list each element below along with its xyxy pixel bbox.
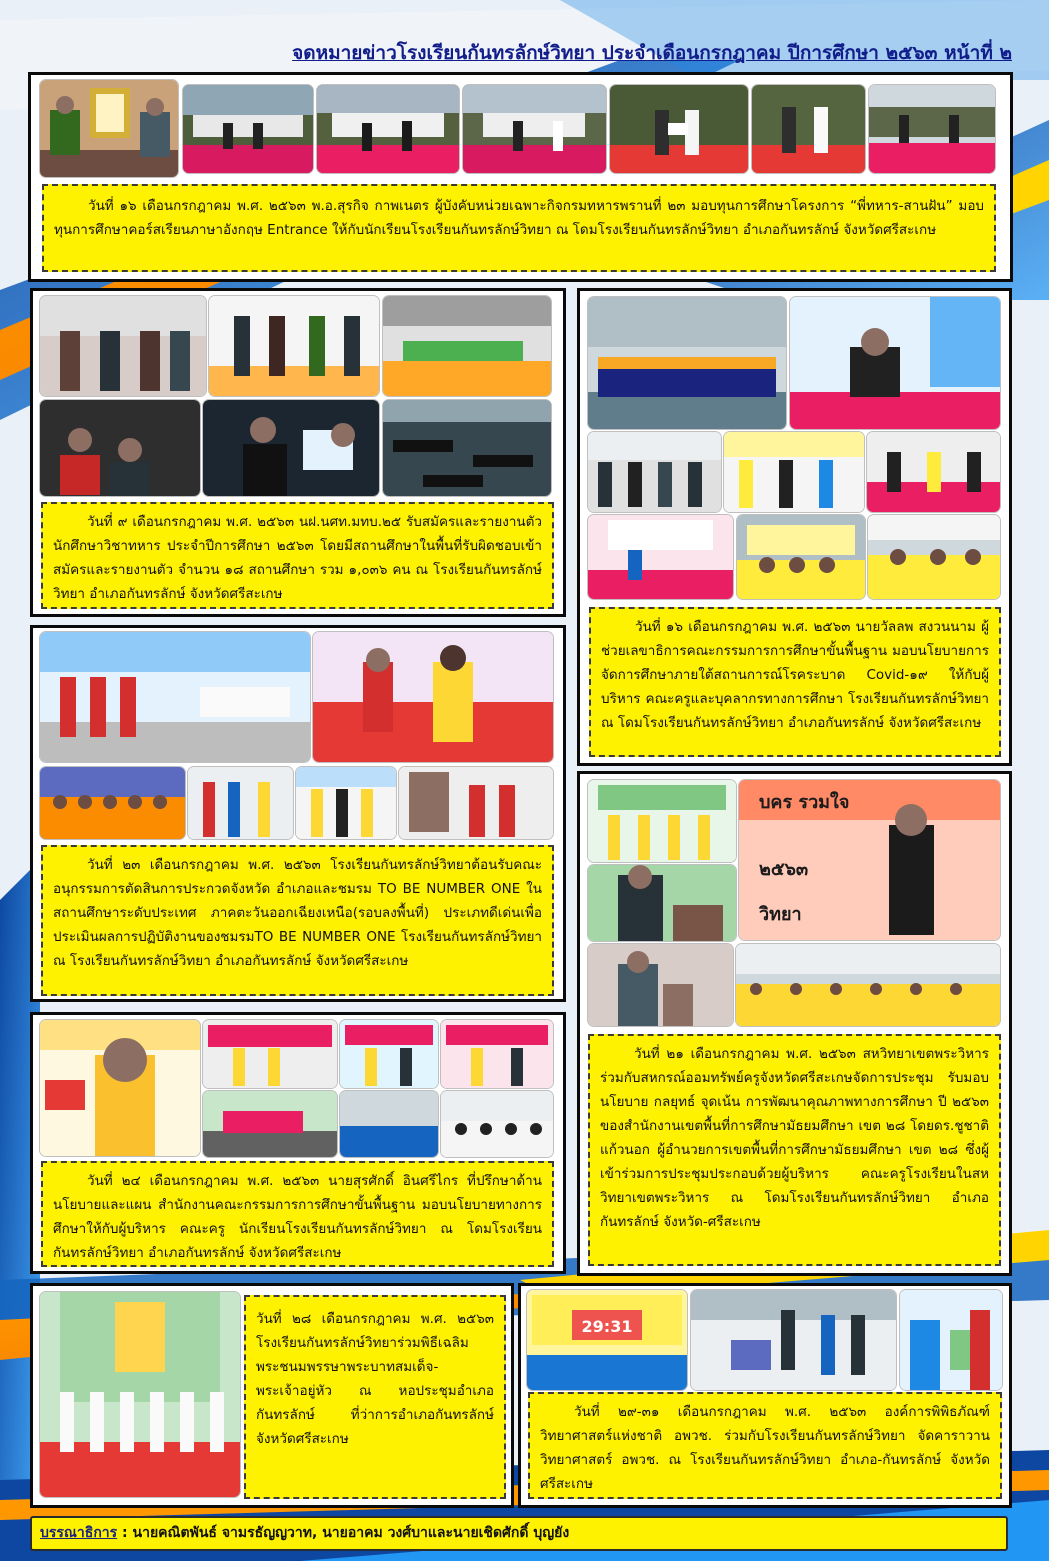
photo-1f <box>752 85 865 173</box>
editor-names: : นายคณิตพันธ์ จามรธัญญวาท, นายอาคม วงศ์บาและนายเชิดศักดิ์ บุญยัง <box>117 1525 570 1541</box>
photo-4c <box>40 767 185 839</box>
news-caption-6 <box>41 1161 554 1267</box>
banner-text: ๒๕๖๓ <box>759 859 809 880</box>
news-caption-8 <box>528 1392 1002 1499</box>
photo-3g <box>737 515 865 599</box>
photo-8a <box>527 1290 687 1390</box>
photo-2a <box>40 296 206 396</box>
photo-5e <box>736 944 1000 1026</box>
caption-text: วันที่ ๒๓ เดือนกรกฎาคม พ.ศ. ๒๕๖๓ โรงเรียนกันทรลักษ์วิทยาต้อนรับคณะอนุกรรมการตัดสินการประกวดจังหวัด อำเภอและชมรม TO BE NUMBER ONE ในสถานศึกษาระดับประเทศ ภาคตะวันออกเฉียงเหนือ(รอบลงพื้นที่) ประเภทดีเด่นเพื่อประเมินผลการปฏิบัติงานของชมรมTO BE NUMBER ONE โรงเรียนกันทรลักษ์วิทยา ณ โรงเรียนกันทรลักษ์วิทยา อำเภอกันทรลักษ์ จังหวัดศรีสะเกษ <box>53 857 542 969</box>
timer-text: 29:31 <box>581 1317 633 1336</box>
photo-4b <box>313 632 553 762</box>
photo-5a <box>588 780 736 862</box>
photo-2b <box>209 296 379 396</box>
photo-3a <box>588 297 786 429</box>
photo-3c <box>588 432 721 512</box>
photo-1a <box>40 80 178 177</box>
photo-1e <box>610 85 748 173</box>
caption-text: วันที่ ๑๖ เดือนกรกฎาคม พ.ศ. ๒๕๖๓ พ.อ.สุรกิจ กาพเนตร ผู้บังคับหน่วยเฉพาะกิจกรมทหารพรานที่ ๒๓ มอบทุนการศึกษาโครงการ “พี่ทหาร-สานฝัน” มอบทุนการศึกษาคอร์สเรียนภาษาอังกฤษ Entrance ให้กับนักเรียนโรงเรียนกันทรลักษ์วิทยา ณ โดมโรงเรียนกันทรลักษ์วิทยา อำเภอกันทรลักษ์ จังหวัดศรีสะเกษ <box>54 198 984 238</box>
news-caption-4 <box>41 845 554 996</box>
photo-4e <box>296 767 396 839</box>
photo-4f <box>399 767 553 839</box>
photo-3e <box>867 432 1000 512</box>
photo-6e <box>203 1091 337 1157</box>
photo-3f <box>588 515 733 599</box>
photo-6c <box>340 1020 438 1088</box>
banner-text: บคร รวมใจ <box>759 792 850 813</box>
caption-text: วันที่ ๙ เดือนกรกฎาคม พ.ศ. ๒๕๖๓ นฝ.นศท.มทบ.๒๕ รับสมัครและรายงานตัวนักศึกษาวิชาทหาร ประจำปีการศึกษา ๒๕๖๓ โดยมีสถานศึกษาในพื้นที่รับผิดชอบเข้าสมัครและรายงานตัว จำนวน ๑๘ สถานศึกษา รวม ๑,๐๓๖ คน ณ โรงเรียนกันทรลักษ์วิทยา อำเภอกันทรลักษ์ จังหวัดศรีสะเกษ <box>53 514 542 602</box>
photo-1d <box>463 85 606 173</box>
photo-2e <box>203 400 379 496</box>
caption-text: วันที่ ๒๘ เดือนกรกฎาคม พ.ศ. ๒๕๖๓ โรงเรียนกันทรลักษ์วิทยาร่วมพิธีเฉลิมพระชนมพรรษาพระบาทสมเด็จ-พระเจ้าอยู่หัว ณ หอประชุมอำเภอกันทรลักษ์ ที่ว่าการอำเภอกันทรลักษ์ จังหวัดศรีสะเกษ <box>256 1311 494 1447</box>
banner-text: วิทยา <box>759 904 802 925</box>
news-caption-2 <box>41 502 554 609</box>
photo-1b <box>183 85 313 173</box>
photo-6d <box>441 1020 553 1088</box>
photo-5c <box>588 865 736 941</box>
photo-8c <box>900 1290 1002 1390</box>
caption-text: วันที่ ๒๑ เดือนกรกฎาคม พ.ศ. ๒๕๖๓ สหวิทยาเขตพระวิหาร ร่วมกับสหกรณ์ออมทรัพย์ครูจังหวัดศรีสะเกษจัดการประชุม รับมอบนโยบาย กลยุทธ์ จุดเน้น การพัฒนาคุณภาพทางการศึกษา ปี ๒๕๖๓ ของสำนักงานเขตพื้นที่การศึกษามัธยมศึกษา เขต ๒๘ โดยดร.ชูชาติ แก้วนอก ผู้อำนวยการเขตพื้นที่การศึกษามัธยมศึกษา เขต ๒๘ ซึ่งผู้เข้าร่วมการประชุมประกอบด้วยผู้บริหาร คณะครูโรงเรียนในสหวิทยาเขตพระวิหาร ณ โดมโรงเรียนกันทรลักษ์วิทยา อำเภอกันทรลักษ์ จังหวัด-ศรีสะเกษ <box>600 1046 989 1230</box>
photo-6g <box>441 1091 553 1157</box>
photo-5d <box>588 944 733 1026</box>
photo-8b <box>691 1290 896 1390</box>
photo-2c <box>383 296 551 396</box>
news-caption-1 <box>42 184 996 272</box>
caption-text: วันที่ ๑๖ เดือนกรกฎาคม พ.ศ. ๒๕๖๓ นายวัลลพ สงวนนาม ผู้ช่วยเลขาธิการคณะกรรมการการศึกษาขั้นพื้นฐาน มอบนโยบายการจัดการศึกษาภายใต้สถานการณ์โรคระบาด Covid-๑๙ ให้กับผู้บริหาร คณะครูและบุคลากรทางการศึกษา โรงเรียนกันทรลักษ์วิทยา ณ โดมโรงเรียนกันทรลักษ์วิทยา อำเภอกันทรลักษ์ จังหวัดศรีสะเกษ <box>601 619 989 731</box>
photo-2d <box>40 400 200 496</box>
photo-6f <box>340 1091 438 1157</box>
news-caption-5 <box>588 1034 1001 1266</box>
photo-6a <box>40 1020 200 1156</box>
photo-1c <box>317 85 459 173</box>
photo-4a <box>40 632 310 762</box>
editor-credit <box>30 1516 1008 1551</box>
photo-5b <box>739 780 1000 940</box>
photo-3h <box>868 515 1000 599</box>
page-title: จดหมายข่าวโรงเรียนกันทรลักษ์วิทยา ประจำเดือนกรกฎาคม ปีการศึกษา ๒๕๖๓ หน้าที่ ๒ <box>292 42 1012 64</box>
photo-3d <box>724 432 864 512</box>
photo-6b <box>203 1020 337 1088</box>
news-caption-3 <box>589 607 1001 757</box>
photo-7a <box>40 1292 240 1497</box>
caption-text: วันที่ ๒๙-๓๑ เดือนกรกฎาคม พ.ศ. ๒๕๖๓ องค์การพิพิธภัณฑ์วิทยาศาสตร์แห่งชาติ อพวช. ร่วมกับโรงเรียนกันทรลักษ์วิทยา จัดคาราวานวิทยาศาสตร์ อพวช. ณ โรงเรียนกันทรลักษ์วิทยา อำเภอ-กันทรลักษ์ จังหวัดศรีสะเกษ <box>540 1404 990 1492</box>
photo-3b <box>790 297 1000 429</box>
photo-4d <box>188 767 293 839</box>
photo-2f <box>383 400 551 496</box>
photo-1g <box>869 85 995 173</box>
news-caption-7 <box>244 1295 506 1499</box>
caption-text: วันที่ ๒๔ เดือนกรกฎาคม พ.ศ. ๒๕๖๓ นายสุรศักดิ์ อินศรีไกร ที่ปรึกษาด้านนโยบายและแผน สำนักงานคณะกรรมการการศึกษาขั้นพื้นฐาน มอบนโยบายทางการศึกษาให้กับผู้บริหาร คณะครู นักเรียนโรงเรียนกันทรลักษ์วิทยา ณ โดมโรงเรียนกันทรลักษ์วิทยา อำเภอกันทรลักษ์ จังหวัดศรีสะเกษ <box>53 1173 542 1261</box>
editor-label: บรรณาธิการ <box>40 1525 118 1541</box>
